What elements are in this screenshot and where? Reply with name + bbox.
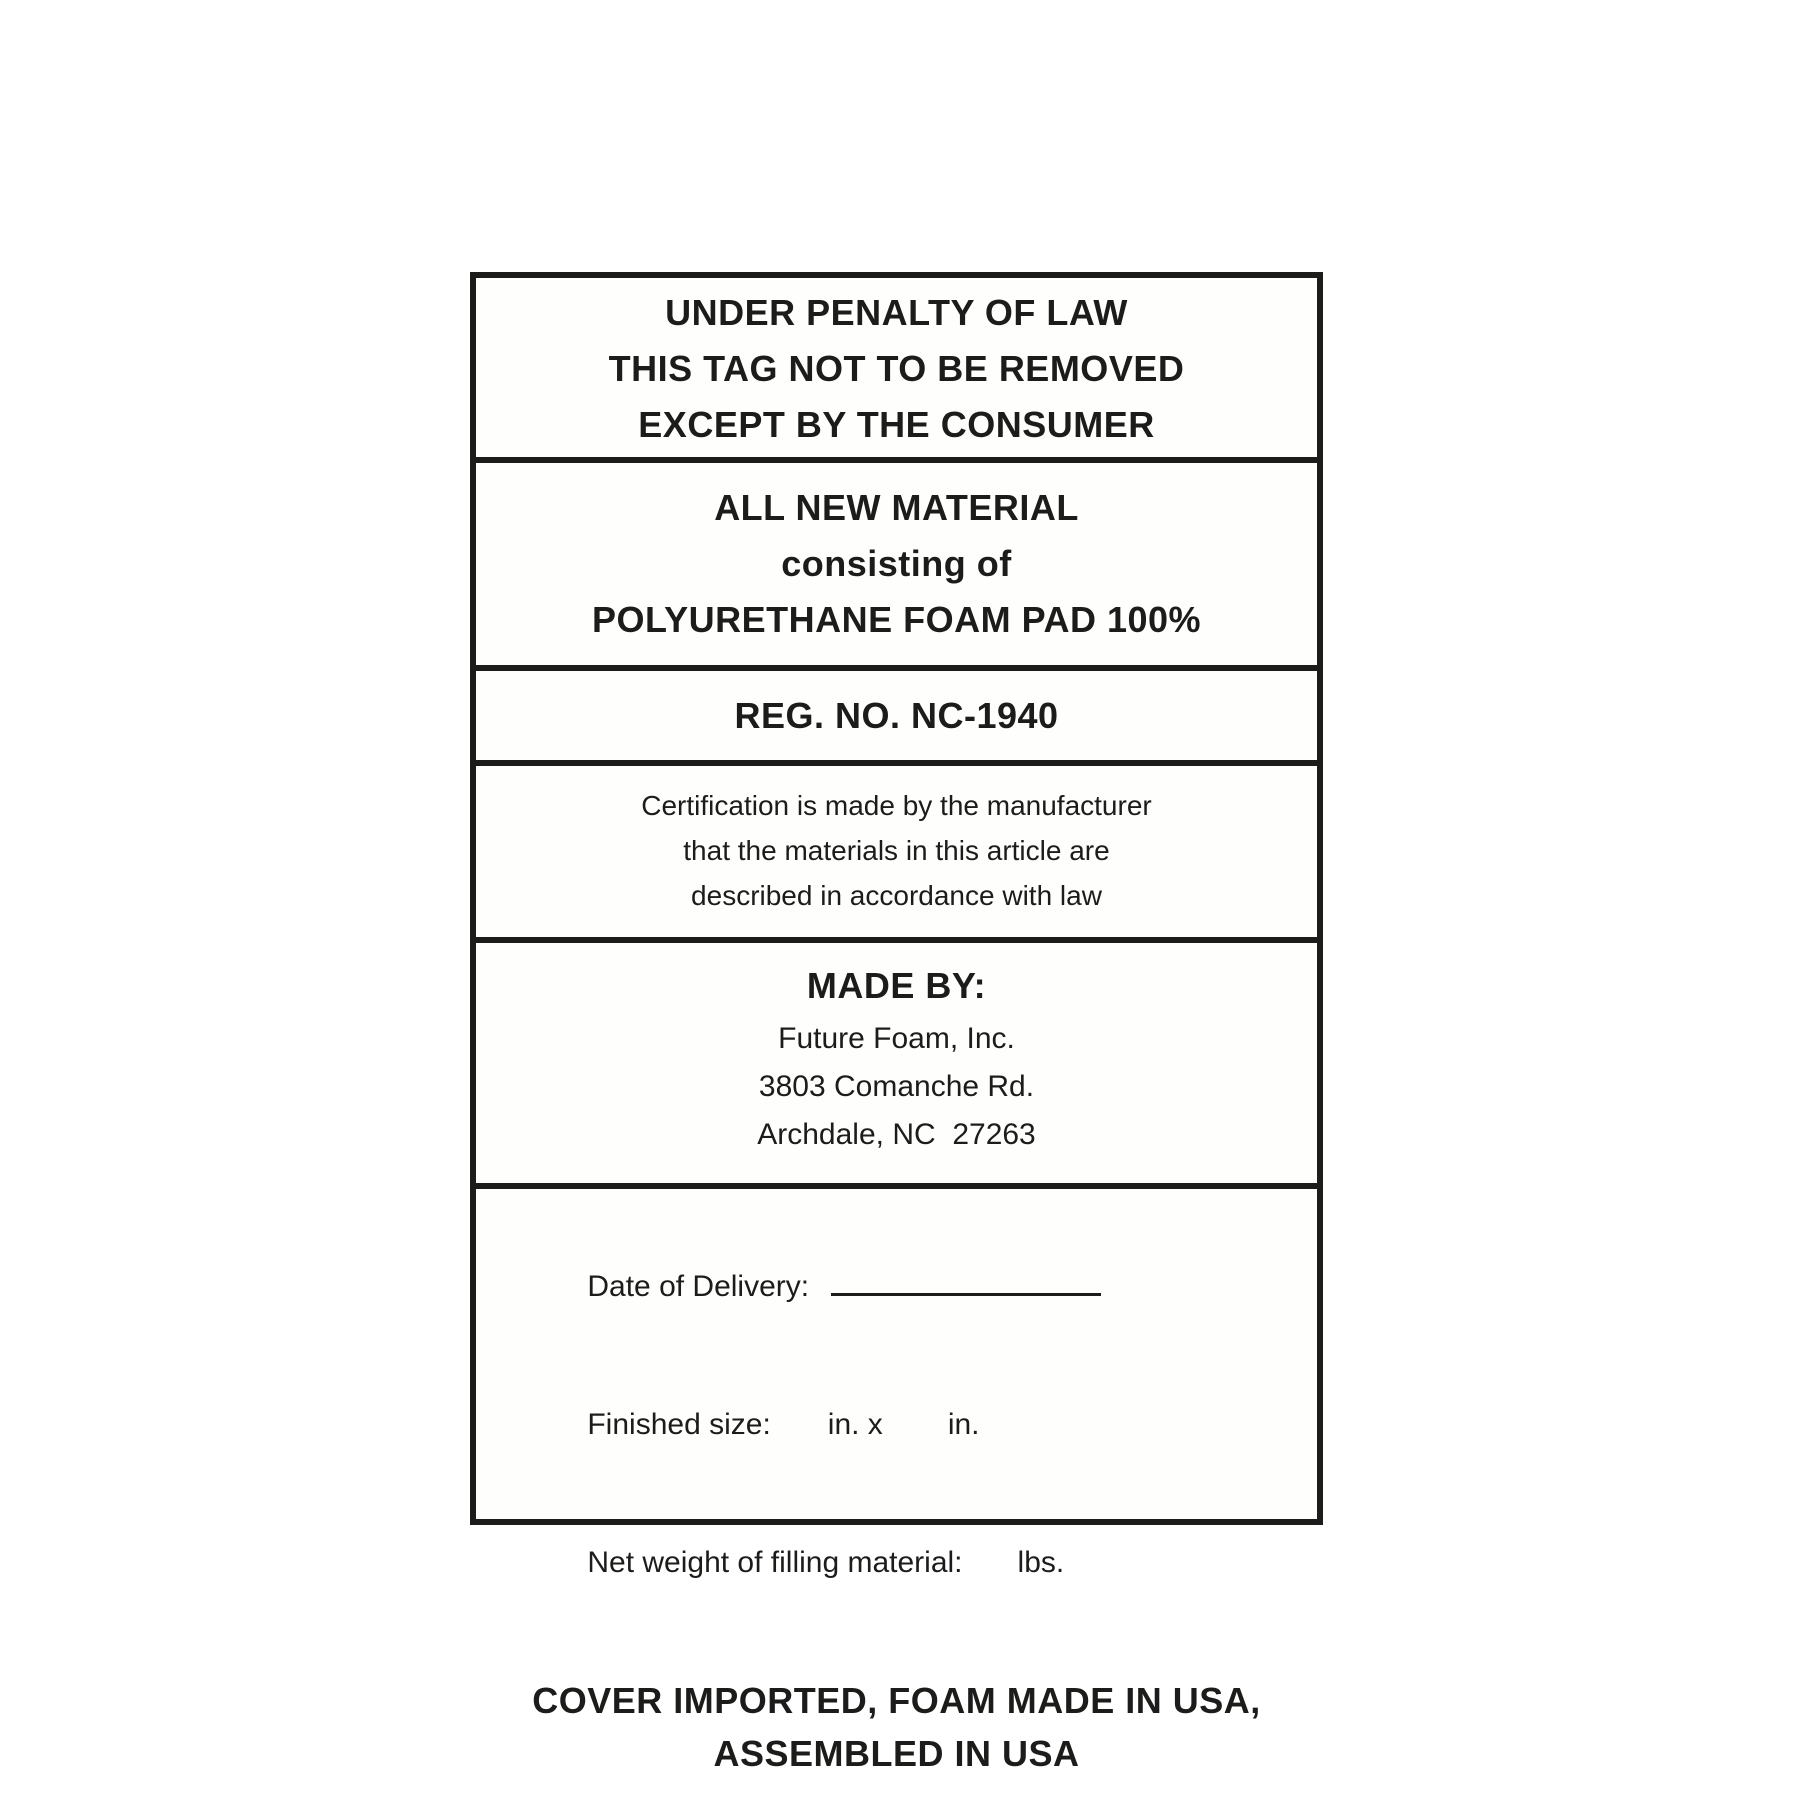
net-weight-row — [504, 1494, 1317, 1632]
made-by-heading: MADE BY: — [806, 965, 987, 1006]
date-of-delivery-row — [504, 1211, 1317, 1356]
finished-size-unit-1: in. x — [827, 1408, 883, 1441]
penalty-line-2: THIS TAG NOT TO BE REMOVED — [608, 348, 1185, 389]
certification-section — [476, 766, 1317, 943]
material-line-3: POLYURETHANE FOAM PAD 100% — [591, 599, 1202, 640]
registration-section — [476, 671, 1317, 766]
certification-line-1: Certification is made by the manufacturer — [641, 790, 1152, 821]
registration-number: REG. NO. NC-1940 — [734, 695, 1059, 736]
details-section — [476, 1189, 1317, 1774]
origin-line-2: ASSEMBLED IN USA — [713, 1733, 1080, 1774]
date-of-delivery-label: Date of Delivery: — [587, 1270, 810, 1303]
made-by-section — [476, 943, 1317, 1189]
certification-line-2: that the materials in this article are — [683, 835, 1110, 866]
manufacturer-street: 3803 Comanche Rd. — [758, 1070, 1035, 1103]
net-weight-unit: lbs. — [1017, 1546, 1065, 1579]
origin-statement — [476, 1674, 1317, 1780]
net-weight-label: Net weight of filling material: — [587, 1546, 963, 1579]
material-section — [476, 463, 1317, 671]
manufacturer-name: Future Foam, Inc. — [778, 1022, 1015, 1055]
date-of-delivery-blank-line — [831, 1257, 1101, 1296]
material-line-1: ALL NEW MATERIAL — [714, 487, 1079, 528]
fill-in-fields — [476, 1211, 1317, 1632]
penalty-line-3: EXCEPT BY THE CONSUMER — [638, 404, 1155, 445]
certification-line-3: described in accordance with law — [691, 880, 1102, 911]
penalty-line-1: UNDER PENALTY OF LAW — [665, 292, 1128, 333]
manufacturer-city-state-zip: Archdale, NC 27263 — [757, 1118, 1036, 1151]
origin-line-1: COVER IMPORTED, FOAM MADE IN USA, — [532, 1680, 1261, 1721]
penalty-section — [476, 278, 1317, 463]
finished-size-unit-2: in. — [947, 1408, 980, 1441]
material-line-2: consisting of — [781, 543, 1012, 584]
law-label-tag — [470, 272, 1323, 1774]
finished-size-row — [504, 1356, 1317, 1494]
finished-size-label: Finished size: — [587, 1408, 771, 1441]
